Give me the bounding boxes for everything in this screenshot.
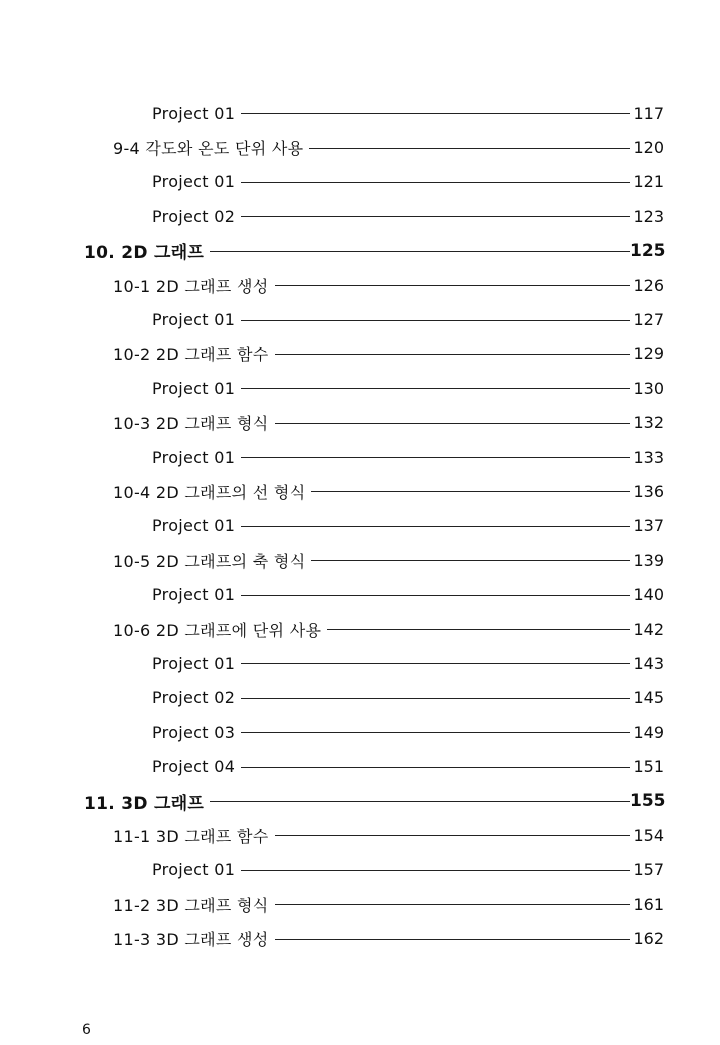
toc-entry-page: 130 xyxy=(633,378,664,398)
toc-chapter-label: 11. 3D 그래프 xyxy=(84,793,205,814)
toc-entry xyxy=(0,715,720,749)
toc-entry-page: 151 xyxy=(633,757,664,777)
toc-entry xyxy=(0,577,720,611)
toc-leader-line xyxy=(241,388,630,389)
toc-entry-page: 139 xyxy=(633,550,664,570)
toc-chapter-page: 125 xyxy=(630,240,666,261)
toc-entry-label: Project 01 xyxy=(152,103,236,123)
toc-entry-page: 126 xyxy=(633,275,664,295)
toc-entry-page: 133 xyxy=(633,447,664,467)
toc-leader-line xyxy=(241,182,630,183)
toc-entry xyxy=(0,543,720,577)
toc-leader-line xyxy=(241,216,630,217)
toc-entry-label: Project 01 xyxy=(152,585,236,605)
toc-entry-label: Project 01 xyxy=(152,516,236,536)
toc-chapter xyxy=(0,234,720,268)
toc-entry xyxy=(0,818,720,852)
toc-entry-page: 127 xyxy=(633,310,664,330)
toc-entry-page: 157 xyxy=(633,860,664,880)
toc-entry-page: 121 xyxy=(633,172,664,192)
toc-leader-line xyxy=(241,663,630,664)
toc-entry xyxy=(0,268,720,302)
toc-entry xyxy=(0,749,720,783)
toc-entry-page: 129 xyxy=(633,344,664,364)
toc-leader-line xyxy=(275,939,630,940)
toc-entry xyxy=(0,165,720,199)
toc-entry xyxy=(0,612,720,646)
toc-leader-line xyxy=(241,595,630,596)
toc-chapter-label: 10. 2D 그래프 xyxy=(84,243,205,264)
toc-entry-page: 149 xyxy=(633,722,664,742)
toc-entry xyxy=(0,921,720,955)
toc-leader-line xyxy=(241,732,630,733)
toc-entry-page: 136 xyxy=(633,481,664,501)
toc-entry-label: Project 01 xyxy=(152,310,236,330)
toc-entry-label: Project 04 xyxy=(152,757,236,777)
toc-entry-label: Project 03 xyxy=(152,722,236,742)
toc-entry xyxy=(0,853,720,887)
toc-entry-label: Project 01 xyxy=(152,378,236,398)
toc-entry-page: 161 xyxy=(633,894,664,914)
toc-entry-page: 123 xyxy=(633,206,664,226)
toc-entry-label: Project 02 xyxy=(152,206,236,226)
toc-leader-line xyxy=(275,904,630,905)
toc-leader-line xyxy=(275,285,630,286)
toc-entry-label: 11-1 3D 그래프 함수 xyxy=(113,826,269,846)
toc-entry xyxy=(0,474,720,508)
toc-entry-label: 10-3 2D 그래프 형식 xyxy=(113,414,269,434)
table-of-contents xyxy=(0,96,720,956)
toc-leader-line xyxy=(241,457,630,458)
toc-entry xyxy=(0,337,720,371)
toc-entry-page: 120 xyxy=(633,138,664,158)
toc-leader-line xyxy=(241,698,630,699)
page-number: 6 xyxy=(82,1022,91,1038)
toc-leader-line xyxy=(241,526,630,527)
toc-leader-line xyxy=(327,629,630,630)
toc-entry xyxy=(0,440,720,474)
toc-entry-page: 154 xyxy=(633,825,664,845)
toc-entry-label: 10-5 2D 그래프의 축 형식 xyxy=(113,551,306,571)
toc-entry-page: 137 xyxy=(633,516,664,536)
toc-entry xyxy=(0,371,720,405)
toc-leader-line xyxy=(241,113,630,114)
toc-entry-label: 11-2 3D 그래프 형식 xyxy=(113,895,269,915)
toc-entry-label: 11-3 3D 그래프 생성 xyxy=(113,930,269,950)
toc-entry xyxy=(0,302,720,336)
toc-entry xyxy=(0,887,720,921)
toc-entry-page: 142 xyxy=(633,619,664,639)
toc-leader-line xyxy=(275,423,630,424)
toc-entry xyxy=(0,130,720,164)
toc-leader-line xyxy=(210,801,630,802)
toc-entry-label: 9-4 각도와 온도 단위 사용 xyxy=(113,139,304,159)
toc-leader-line xyxy=(210,251,630,252)
toc-leader-line xyxy=(241,870,630,871)
toc-entry xyxy=(0,509,720,543)
toc-entry-label: Project 01 xyxy=(152,172,236,192)
toc-entry xyxy=(0,96,720,130)
toc-entry-label: 10-4 2D 그래프의 선 형식 xyxy=(113,482,306,502)
toc-entry-label: Project 02 xyxy=(152,688,236,708)
toc-entry xyxy=(0,406,720,440)
toc-chapter-page: 155 xyxy=(630,791,666,811)
toc-leader-line xyxy=(275,354,630,355)
toc-entry xyxy=(0,199,720,233)
toc-leader-line xyxy=(311,491,630,492)
toc-entry-page: 145 xyxy=(633,688,664,708)
toc-entry-page: 162 xyxy=(633,929,664,949)
toc-leader-line xyxy=(241,320,630,321)
toc-entry xyxy=(0,681,720,715)
toc-leader-line xyxy=(241,767,630,768)
toc-entry-label: Project 01 xyxy=(152,447,236,467)
toc-leader-line xyxy=(311,560,630,561)
toc-chapter xyxy=(0,784,720,818)
toc-entry-label: Project 01 xyxy=(152,653,236,673)
toc-entry-page: 117 xyxy=(633,103,664,123)
toc-entry-page: 132 xyxy=(633,413,664,433)
toc-entry xyxy=(0,646,720,680)
toc-leader-line xyxy=(309,148,630,149)
toc-entry-label: Project 01 xyxy=(152,860,236,880)
toc-leader-line xyxy=(275,835,630,836)
toc-entry-page: 140 xyxy=(633,585,664,605)
toc-entry-label: 10-2 2D 그래프 함수 xyxy=(113,345,269,365)
toc-entry-page: 143 xyxy=(633,653,664,673)
toc-entry-label: 10-1 2D 그래프 생성 xyxy=(113,276,269,296)
toc-entry-label: 10-6 2D 그래프에 단위 사용 xyxy=(113,620,322,640)
